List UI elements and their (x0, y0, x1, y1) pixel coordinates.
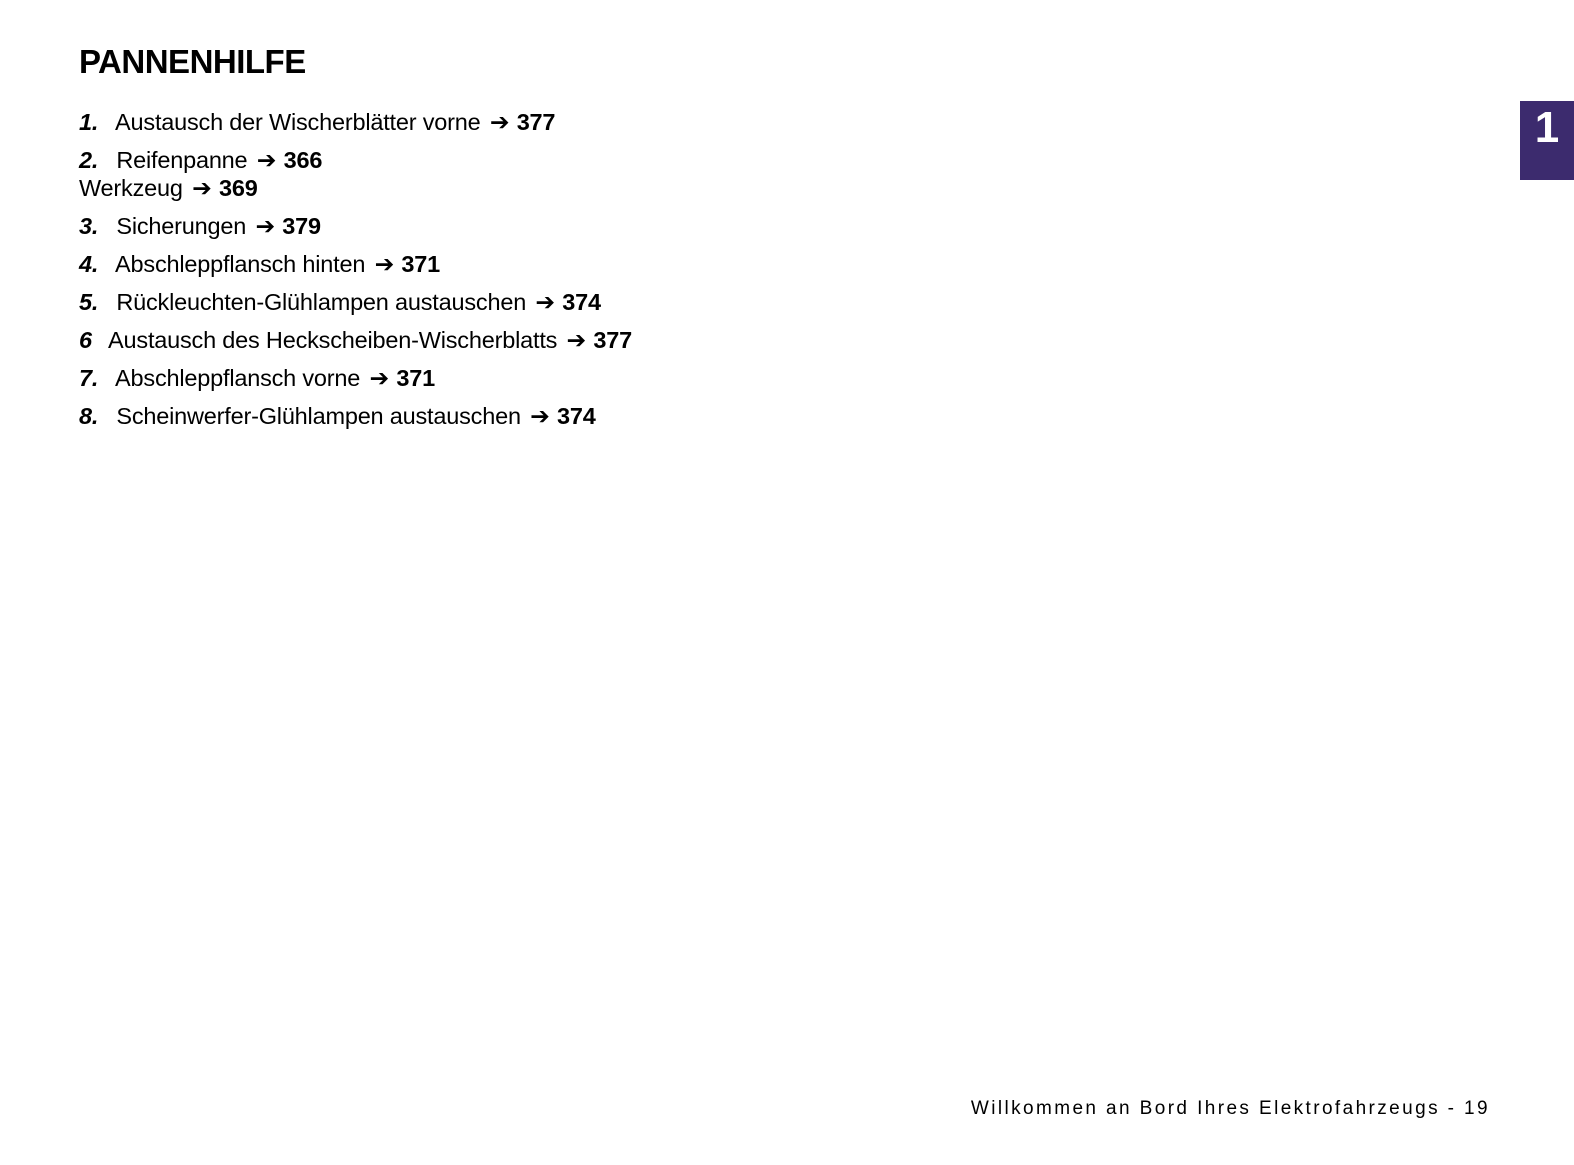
chapter-tab-label: 1 (1534, 103, 1560, 152)
list-item (79, 108, 632, 136)
item-number: 7. (79, 365, 99, 391)
breakdown-help-list (79, 108, 632, 440)
list-item (79, 212, 632, 240)
item-text: Abschleppflansch vorne (115, 365, 361, 391)
item-text: Rückleuchten-Glühlampen austauschen (116, 289, 527, 315)
item-number: 3. (79, 213, 99, 239)
list-item (79, 402, 632, 430)
item-number: 6 (79, 327, 92, 353)
arrow-right-icon: ➔ (374, 251, 395, 277)
chapter-tab[interactable] (1520, 101, 1574, 180)
sub-item-text: Werkzeug (79, 175, 183, 201)
page-reference-link[interactable]: 377 (593, 327, 632, 353)
page-reference-link[interactable]: 374 (562, 289, 601, 315)
item-number: 2. (79, 147, 99, 173)
page-title: PANNENHILFE (79, 43, 306, 80)
list-item (79, 364, 632, 392)
item-number: 5. (79, 289, 99, 315)
page-reference-link[interactable]: 366 (283, 147, 323, 173)
item-text: Abschleppflansch hinten (115, 251, 366, 277)
arrow-right-icon: ➔ (255, 213, 275, 239)
arrow-right-icon: ➔ (489, 109, 510, 135)
page-reference-link[interactable]: 379 (282, 213, 321, 239)
arrow-right-icon: ➔ (369, 365, 390, 391)
list-item (79, 288, 632, 316)
page-footer: Willkommen an Bord Ihres Elektrofahrzeugs - 19 (970, 1098, 1490, 1119)
list-item (79, 250, 632, 278)
item-text: Sicherungen (116, 213, 247, 239)
list-item (79, 146, 632, 202)
item-number: 8. (79, 403, 99, 429)
item-text: Austausch des Heckscheiben-Wischerblatts (108, 327, 558, 353)
page-reference-link[interactable]: 369 (218, 175, 258, 201)
item-text: Austausch der Wischerblätter vorne (115, 109, 481, 135)
sub-item (79, 174, 632, 202)
arrow-right-icon: ➔ (256, 147, 277, 173)
arrow-right-icon: ➔ (535, 289, 555, 315)
arrow-right-icon: ➔ (192, 175, 212, 201)
item-text: Scheinwerfer-Glühlampen austauschen (116, 403, 521, 429)
page-reference-link[interactable]: 377 (516, 109, 556, 135)
item-number: 4. (79, 251, 99, 277)
item-text: Reifenpanne (116, 147, 248, 173)
page-reference-link[interactable]: 374 (557, 403, 596, 429)
page-reference-link[interactable]: 371 (401, 251, 441, 277)
list-item (79, 326, 632, 354)
item-number: 1. (79, 109, 99, 135)
arrow-right-icon: ➔ (566, 327, 587, 353)
page-reference-link[interactable]: 371 (396, 365, 435, 391)
arrow-right-icon: ➔ (530, 403, 550, 429)
